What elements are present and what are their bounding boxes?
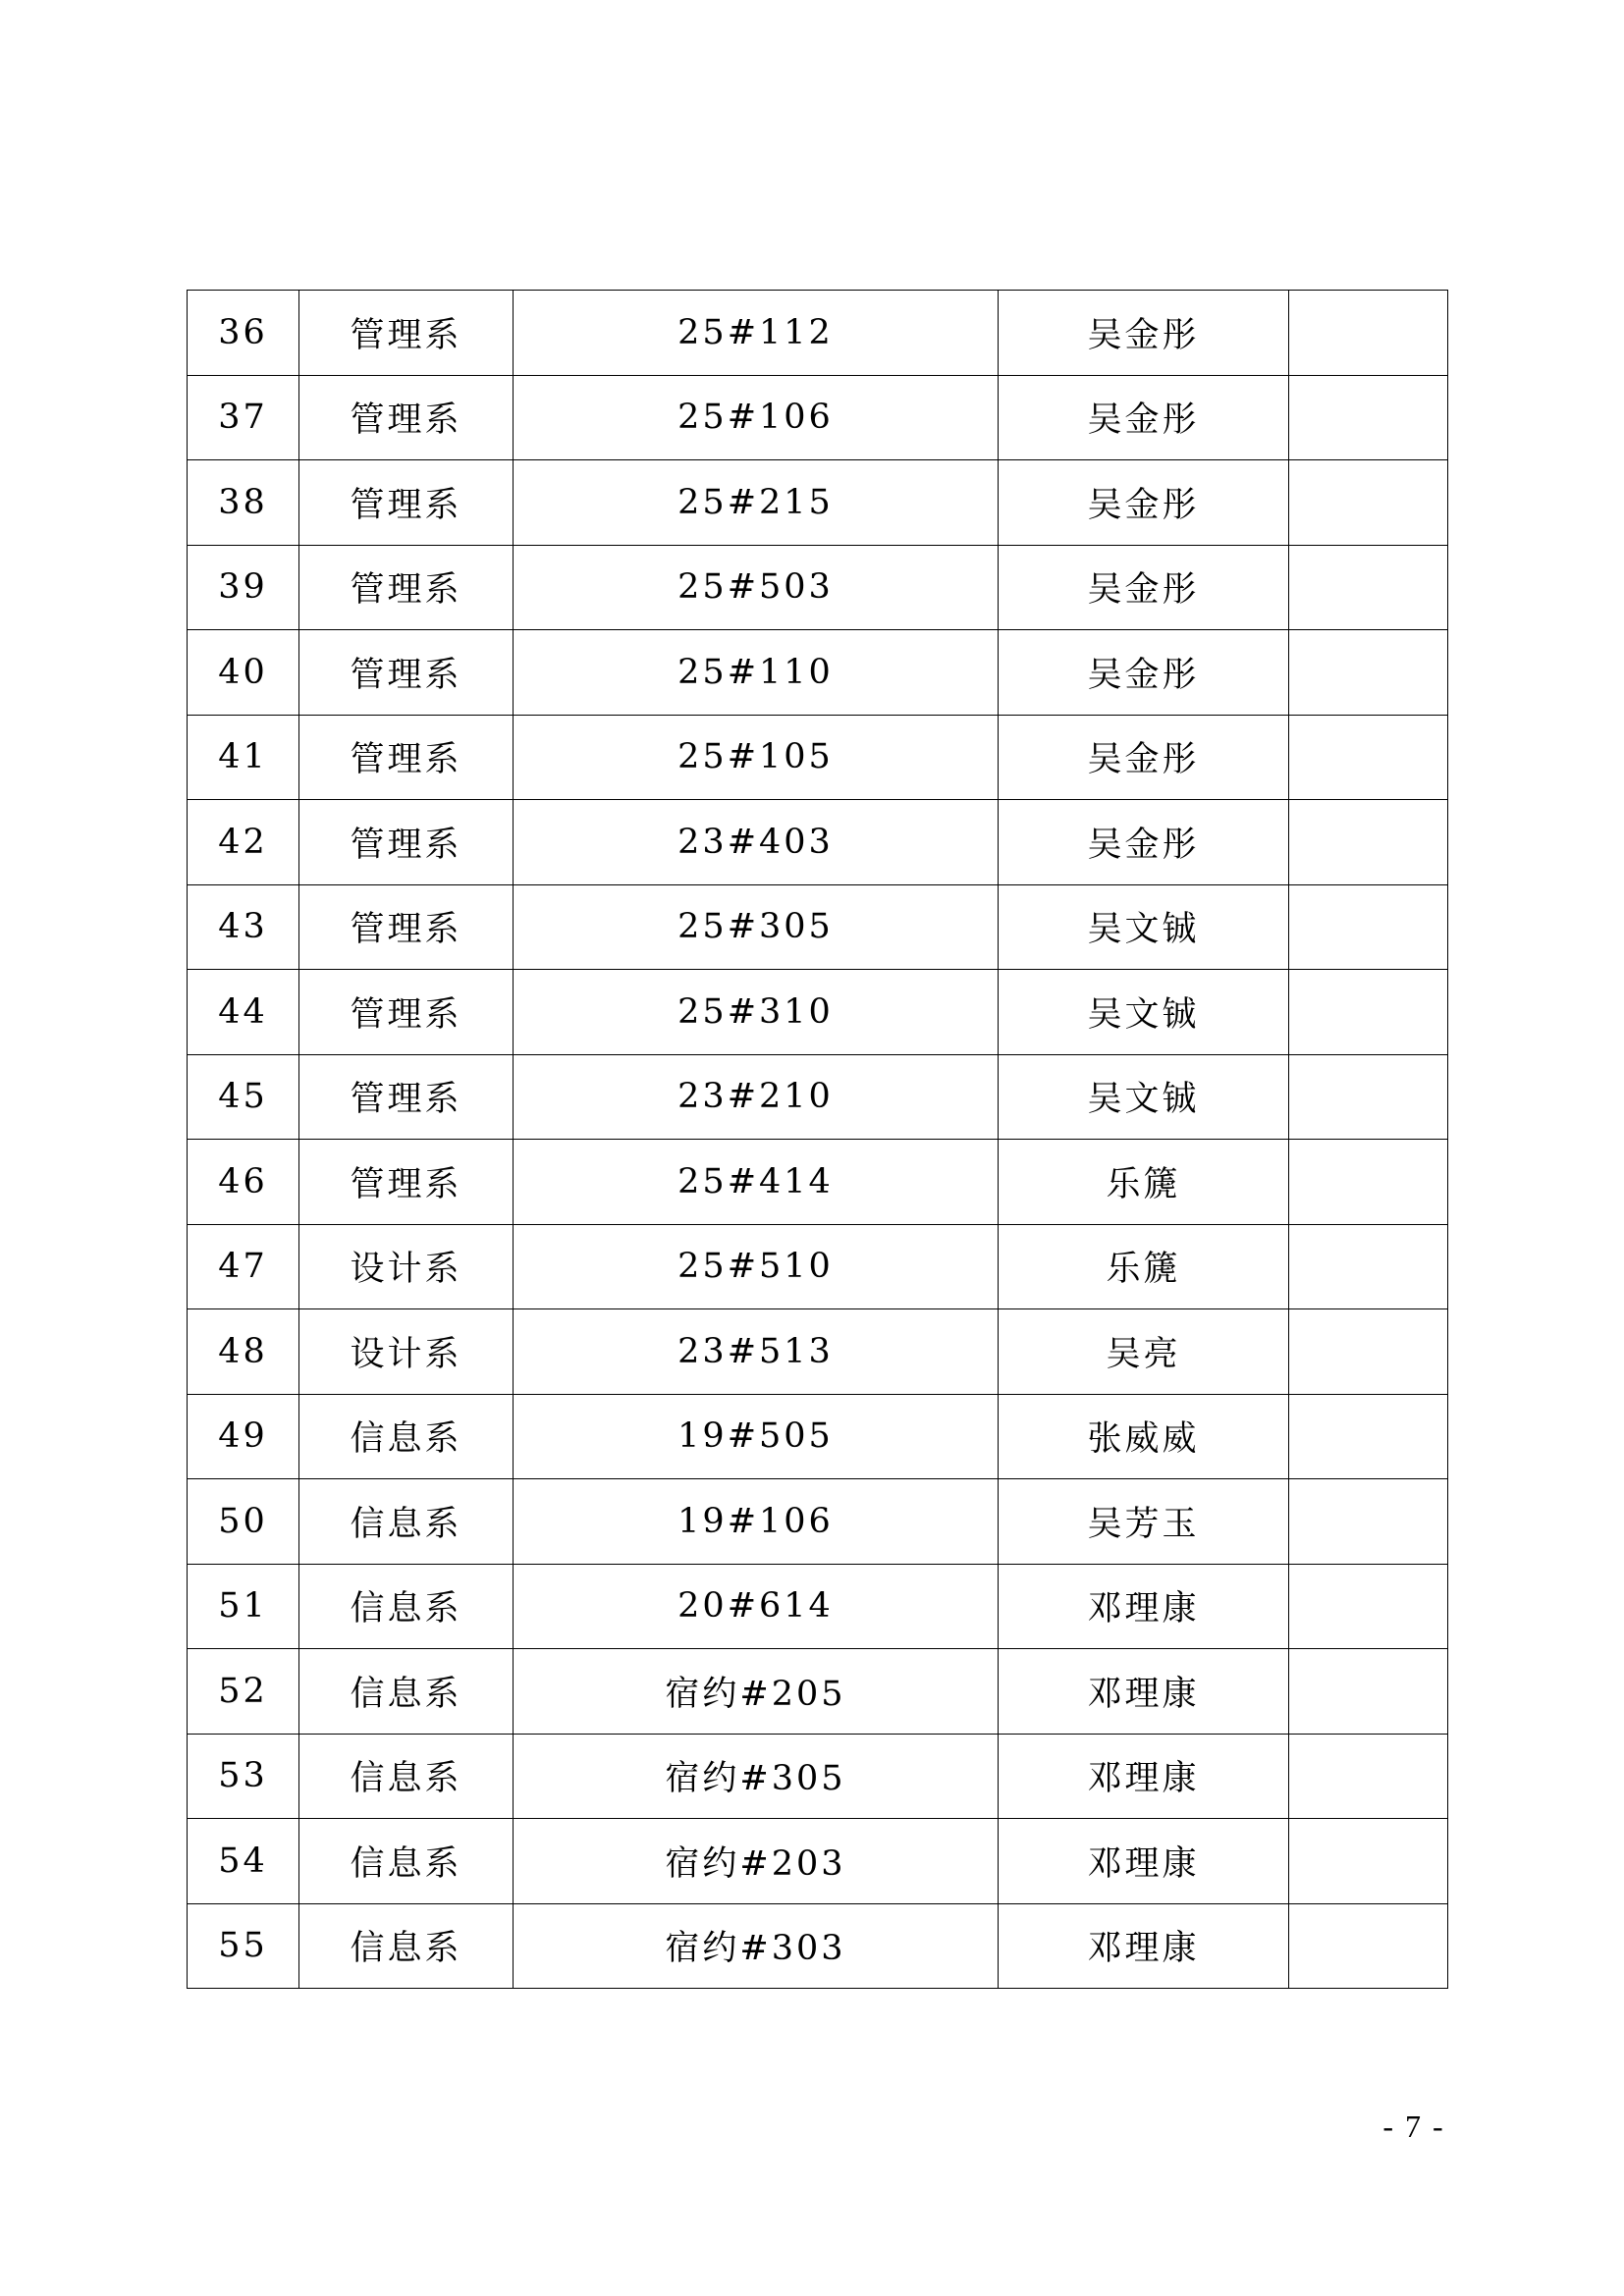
row-number-cell: 36 (188, 291, 299, 376)
room-cell: 25#503 (514, 545, 999, 630)
room-cell: 23#403 (514, 800, 999, 885)
row-number-cell: 52 (188, 1649, 299, 1735)
person-in-charge-cell: 吴金彤 (999, 375, 1289, 460)
table-row (188, 884, 1448, 970)
remarks-cell (1289, 1054, 1448, 1140)
person-in-charge-cell: 吴文铖 (999, 884, 1289, 970)
department-cell: 信息系 (299, 1903, 514, 1989)
room-cell: 23#513 (514, 1309, 999, 1395)
row-number-cell: 41 (188, 715, 299, 800)
remarks-cell (1289, 715, 1448, 800)
department-cell: 管理系 (299, 291, 514, 376)
person-in-charge-cell: 吴亮 (999, 1309, 1289, 1395)
department-cell: 管理系 (299, 460, 514, 546)
room-cell: 宿约#203 (514, 1819, 999, 1904)
person-in-charge-cell: 吴金彤 (999, 291, 1289, 376)
remarks-cell (1289, 375, 1448, 460)
table-row (188, 800, 1448, 885)
row-number-cell: 51 (188, 1564, 299, 1649)
department-cell: 信息系 (299, 1819, 514, 1904)
table-row (188, 460, 1448, 546)
table-row (188, 1903, 1448, 1989)
room-cell: 20#614 (514, 1564, 999, 1649)
person-in-charge-cell: 吴金彤 (999, 460, 1289, 546)
remarks-cell (1289, 1819, 1448, 1904)
room-cell: 宿约#205 (514, 1649, 999, 1735)
row-number-cell: 42 (188, 800, 299, 885)
room-cell: 25#112 (514, 291, 999, 376)
department-cell: 信息系 (299, 1649, 514, 1735)
person-in-charge-cell: 吴芳玉 (999, 1479, 1289, 1565)
remarks-cell (1289, 1649, 1448, 1735)
person-in-charge-cell: 乐篪 (999, 1224, 1289, 1309)
table-row (188, 375, 1448, 460)
department-cell: 信息系 (299, 1479, 514, 1565)
person-in-charge-cell: 邓理康 (999, 1564, 1289, 1649)
department-cell: 信息系 (299, 1564, 514, 1649)
row-number-cell: 38 (188, 460, 299, 546)
person-in-charge-cell: 吴金彤 (999, 545, 1289, 630)
department-cell: 管理系 (299, 884, 514, 970)
room-cell: 25#305 (514, 884, 999, 970)
department-cell: 管理系 (299, 970, 514, 1055)
person-in-charge-cell: 吴文铖 (999, 970, 1289, 1055)
remarks-cell (1289, 800, 1448, 885)
remarks-cell (1289, 291, 1448, 376)
table-row (188, 1649, 1448, 1735)
dormitory-roster-table (187, 290, 1448, 1989)
remarks-cell (1289, 1479, 1448, 1565)
department-cell: 管理系 (299, 375, 514, 460)
room-cell: 25#310 (514, 970, 999, 1055)
row-number-cell: 48 (188, 1309, 299, 1395)
room-cell: 宿约#305 (514, 1734, 999, 1819)
row-number-cell: 53 (188, 1734, 299, 1819)
department-cell: 信息系 (299, 1734, 514, 1819)
row-number-cell: 54 (188, 1819, 299, 1904)
room-cell: 25#510 (514, 1224, 999, 1309)
department-cell: 管理系 (299, 1140, 514, 1225)
roster-table-body (188, 291, 1448, 1989)
department-cell: 管理系 (299, 630, 514, 716)
row-number-cell: 44 (188, 970, 299, 1055)
remarks-cell (1289, 545, 1448, 630)
row-number-cell: 45 (188, 1054, 299, 1140)
person-in-charge-cell: 吴金彤 (999, 715, 1289, 800)
table-row (188, 1734, 1448, 1819)
person-in-charge-cell: 邓理康 (999, 1903, 1289, 1989)
table-row (188, 1819, 1448, 1904)
department-cell: 设计系 (299, 1309, 514, 1395)
person-in-charge-cell: 乐篪 (999, 1140, 1289, 1225)
row-number-cell: 46 (188, 1140, 299, 1225)
person-in-charge-cell: 吴金彤 (999, 800, 1289, 885)
row-number-cell: 49 (188, 1394, 299, 1479)
page-number: - 7 - (1382, 2109, 1445, 2144)
table-row (188, 1224, 1448, 1309)
remarks-cell (1289, 970, 1448, 1055)
remarks-cell (1289, 1394, 1448, 1479)
room-cell: 19#505 (514, 1394, 999, 1479)
remarks-cell (1289, 630, 1448, 716)
department-cell: 管理系 (299, 1054, 514, 1140)
row-number-cell: 47 (188, 1224, 299, 1309)
remarks-cell (1289, 1734, 1448, 1819)
table-row (188, 715, 1448, 800)
remarks-cell (1289, 1564, 1448, 1649)
remarks-cell (1289, 1140, 1448, 1225)
department-cell: 管理系 (299, 545, 514, 630)
remarks-cell (1289, 460, 1448, 546)
room-cell: 宿约#303 (514, 1903, 999, 1989)
remarks-cell (1289, 1903, 1448, 1989)
row-number-cell: 55 (188, 1903, 299, 1989)
room-cell: 23#210 (514, 1054, 999, 1140)
room-cell: 25#414 (514, 1140, 999, 1225)
remarks-cell (1289, 1309, 1448, 1395)
table-row (188, 970, 1448, 1055)
room-cell: 25#110 (514, 630, 999, 716)
room-cell: 25#105 (514, 715, 999, 800)
row-number-cell: 50 (188, 1479, 299, 1565)
room-cell: 25#215 (514, 460, 999, 546)
table-row (188, 1564, 1448, 1649)
person-in-charge-cell: 邓理康 (999, 1649, 1289, 1735)
table-row (188, 1054, 1448, 1140)
row-number-cell: 37 (188, 375, 299, 460)
table-row (188, 291, 1448, 376)
department-cell: 管理系 (299, 800, 514, 885)
table-row (188, 1309, 1448, 1395)
room-cell: 25#106 (514, 375, 999, 460)
remarks-cell (1289, 1224, 1448, 1309)
row-number-cell: 39 (188, 545, 299, 630)
department-cell: 设计系 (299, 1224, 514, 1309)
department-cell: 管理系 (299, 715, 514, 800)
person-in-charge-cell: 张威威 (999, 1394, 1289, 1479)
person-in-charge-cell: 吴金彤 (999, 630, 1289, 716)
department-cell: 信息系 (299, 1394, 514, 1479)
remarks-cell (1289, 884, 1448, 970)
table-row (188, 1479, 1448, 1565)
table-row (188, 1394, 1448, 1479)
person-in-charge-cell: 邓理康 (999, 1734, 1289, 1819)
table-row (188, 1140, 1448, 1225)
table-row (188, 545, 1448, 630)
person-in-charge-cell: 邓理康 (999, 1819, 1289, 1904)
table-row (188, 630, 1448, 716)
row-number-cell: 43 (188, 884, 299, 970)
room-cell: 19#106 (514, 1479, 999, 1565)
person-in-charge-cell: 吴文铖 (999, 1054, 1289, 1140)
row-number-cell: 40 (188, 630, 299, 716)
